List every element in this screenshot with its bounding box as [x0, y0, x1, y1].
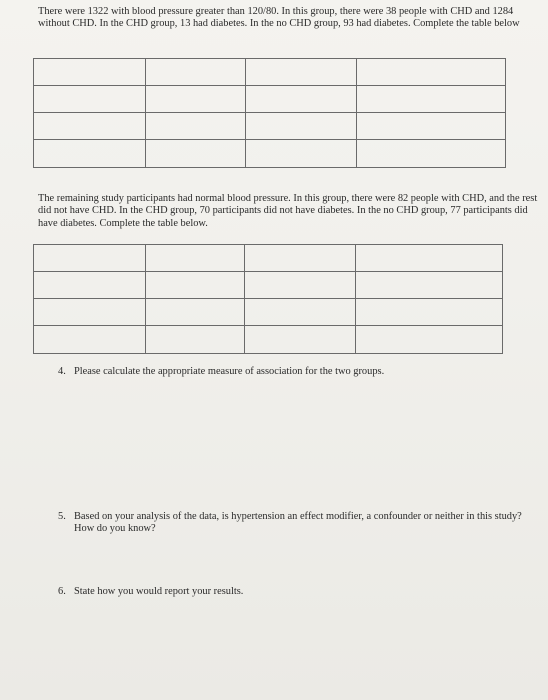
high-bp-table	[33, 58, 506, 168]
table-cell[interactable]	[244, 299, 356, 326]
table-cell[interactable]	[145, 113, 245, 140]
table-cell[interactable]	[245, 86, 357, 113]
table-cell[interactable]	[34, 245, 146, 272]
table-cell[interactable]	[145, 299, 244, 326]
normal-bp-paragraph: The remaining study participants had normal blood pressure. In this group, there were 82 people with CHD, and the rest did not have CHD. In the CHD group, 70 participants did not have diabetes. In the no CHD group, 77 participants did have diabetes. Complete the table below.	[38, 193, 538, 229]
table-cell[interactable]	[244, 272, 356, 299]
table-cell[interactable]	[356, 326, 503, 354]
question-number: 4.	[58, 366, 66, 377]
table-cell[interactable]	[245, 113, 357, 140]
table-cell[interactable]	[356, 272, 503, 299]
table-cell[interactable]	[357, 113, 506, 140]
table-cell[interactable]	[356, 299, 503, 326]
question-number: 5.	[58, 511, 66, 522]
table-cell[interactable]	[357, 86, 506, 113]
table-cell[interactable]	[34, 272, 146, 299]
table-cell[interactable]	[145, 245, 244, 272]
table-cell[interactable]	[34, 59, 146, 86]
question-text: State how you would report your results.	[74, 586, 244, 597]
table-cell[interactable]	[244, 245, 356, 272]
table-cell[interactable]	[34, 299, 146, 326]
table-cell[interactable]	[34, 86, 146, 113]
table-cell[interactable]	[145, 326, 244, 354]
table-cell[interactable]	[356, 245, 503, 272]
table-cell[interactable]	[357, 140, 506, 168]
table-cell[interactable]	[34, 326, 146, 354]
table-cell[interactable]	[145, 140, 245, 168]
question-number: 6.	[58, 586, 66, 597]
table-cell[interactable]	[357, 59, 506, 86]
table-cell[interactable]	[244, 326, 356, 354]
normal-bp-table	[33, 244, 503, 354]
table-cell[interactable]	[245, 59, 357, 86]
table-cell[interactable]	[245, 140, 357, 168]
table-cell[interactable]	[145, 59, 245, 86]
table-cell[interactable]	[145, 272, 244, 299]
table-cell[interactable]	[34, 113, 146, 140]
question-text: Based on your analysis of the data, is hypertension an effect modifier, a confounder or neither in this study? How do you know?	[74, 511, 522, 535]
table-cell[interactable]	[145, 86, 245, 113]
table-cell[interactable]	[34, 140, 146, 168]
high-bp-paragraph: There were 1322 with blood pressure greater than 120/80. In this group, there were 38 people with CHD and 1284 without CHD. In the CHD group, 13 had diabetes. In the no CHD group, 93 had diabetes. Complete the table below	[38, 6, 520, 30]
question-text: Please calculate the appropriate measure of association for the two groups.	[74, 366, 385, 377]
